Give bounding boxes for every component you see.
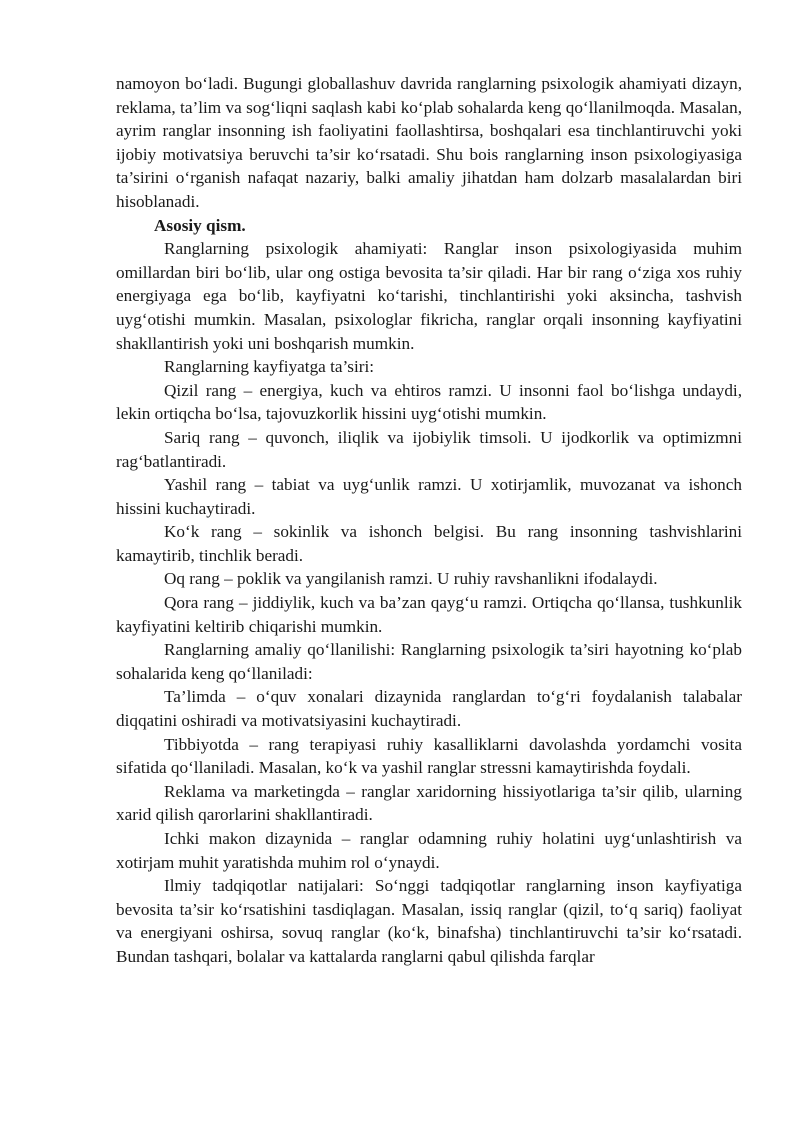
paragraph-research-results: Ilmiy tadqiqotlar natijalari: So‘nggi tadqiqotlar ranglarning inson kayfiyatiga bevosita ta’sir ko‘rsatishini tasdiqlagan. Masalan, issiq ranglar (qizil, to‘q sariq) faoliyat va energiyani oshirsa, sovuq ranglar (ko‘k, binafsha) tinchlantiruvchi ta’sir ko‘rsatadi. Bundan tashqari, bolalar va kattalarda ranglarni qabul qilishda farqlar [116,876,742,966]
paragraph-advertising: Reklama va marketingda – ranglar xaridorning hissiyotlariga ta’sir qilib, ularning xarid qilish qarorlarini shakllantiradi. [116,781,742,825]
document-page [116,72,742,969]
paragraph-practical-use: Ranglarning amaliy qo‘llanilishi: Ranglarning psixologik ta’siri hayotning ko‘plab sohalarida keng qo‘llaniladi: [116,640,742,683]
paragraph-education: Ta’limda – o‘quv xonalari dizaynida ranglardan to‘g‘ri foydalanish talabalar diqqatini oshiradi va motivatsiyasini kuchaytiradi. [116,687,742,731]
section-heading: Asosiy qism. [154,215,246,235]
paragraph-medicine: Tibbiyotda – rang terapiyasi ruhiy kasalliklarni davolashda yordamchi vosita sifatida qo‘llaniladi. Masalan, ko‘k va yashil ranglar stressni kamaytirishda foydali. [116,734,742,778]
paragraph-green: Yashil rang – tabiat va uyg‘unlik ramzi. U xotirjamlik, muvozanat va ishonch hissini kuchaytiradi. [116,475,742,518]
paragraph-intro-continuation: namoyon bo‘ladi. Bugungi globallashuv davrida ranglarning psixologik ahamiyati dizayn, reklama, ta’lim va sog‘liqni saqlash kabi ko‘plab sohalarda keng qo‘llanilmoqda. Masalan, ayrim ranglar insonning ish faoliyatini faollashtirsa, boshqalari esa tinchlantiruvchi yoki ijobiy motivatsiya beruvchi ta’sir ko‘rsatadi. Shu bois ranglarning inson psixologiyasiga ta’sirini o‘rganish nafaqat nazariy, balki amaliy jihatdan ham dolzarb masalalardan biri hisoblanadi. [116,74,742,211]
paragraph-red: Qizil rang – energiya, kuch va ehtiros ramzi. U insonni faol bo‘lishga undaydi, lekin ortiqcha bo‘lsa, tajovuzkorlik hissini uyg‘otishi mumkin. [116,380,742,424]
paragraph-blue: Ko‘k rang – sokinlik va ishonch belgisi. Bu rang insonning tashvishlarini kamaytirib, tinchlik beradi. [116,522,742,565]
paragraph-interior-design: Ichki makon dizaynida – ranglar odamning ruhiy holatini uyg‘unlashtirish va xotirjam muhit yaratishda muhim rol o‘ynaydi. [116,829,742,872]
paragraph-black: Qora rang – jiddiylik, kuch va ba’zan qayg‘u ramzi. Ortiqcha qo‘llansa, tushkunlik kayfiyatini keltirib chiqarishi mumkin. [116,593,742,636]
paragraph-mood-effects-title: Ranglarning kayfiyatga ta’siri: [164,357,375,377]
paragraph-psychological-importance: Ranglarning psixologik ahamiyati: Ranglar inson psixologiyasida muhim omillardan biri bo‘lib, ular ong ostiga bevosita ta’sir qiladi. Har bir rang o‘ziga xos ruhiy energiyaga ega bo‘lib, kayfiyatni ko‘tarishi, tinchlantirishi yoki aksincha, tashvish uyg‘otishi mumkin. Masalan, psixologlar fikricha, ranglar orqali insonning kayfiyatini shakllantirish yoki uni boshqarish mumkin. [116,239,742,353]
paragraph-white: Oq rang – poklik va yangilanish ramzi. U ruhiy ravshanlikni ifodalaydi. [164,569,658,589]
paragraph-yellow: Sariq rang – quvonch, iliqlik va ijobiylik timsoli. U ijodkorlik va optimizmni rag‘batlantiradi. [116,427,742,471]
